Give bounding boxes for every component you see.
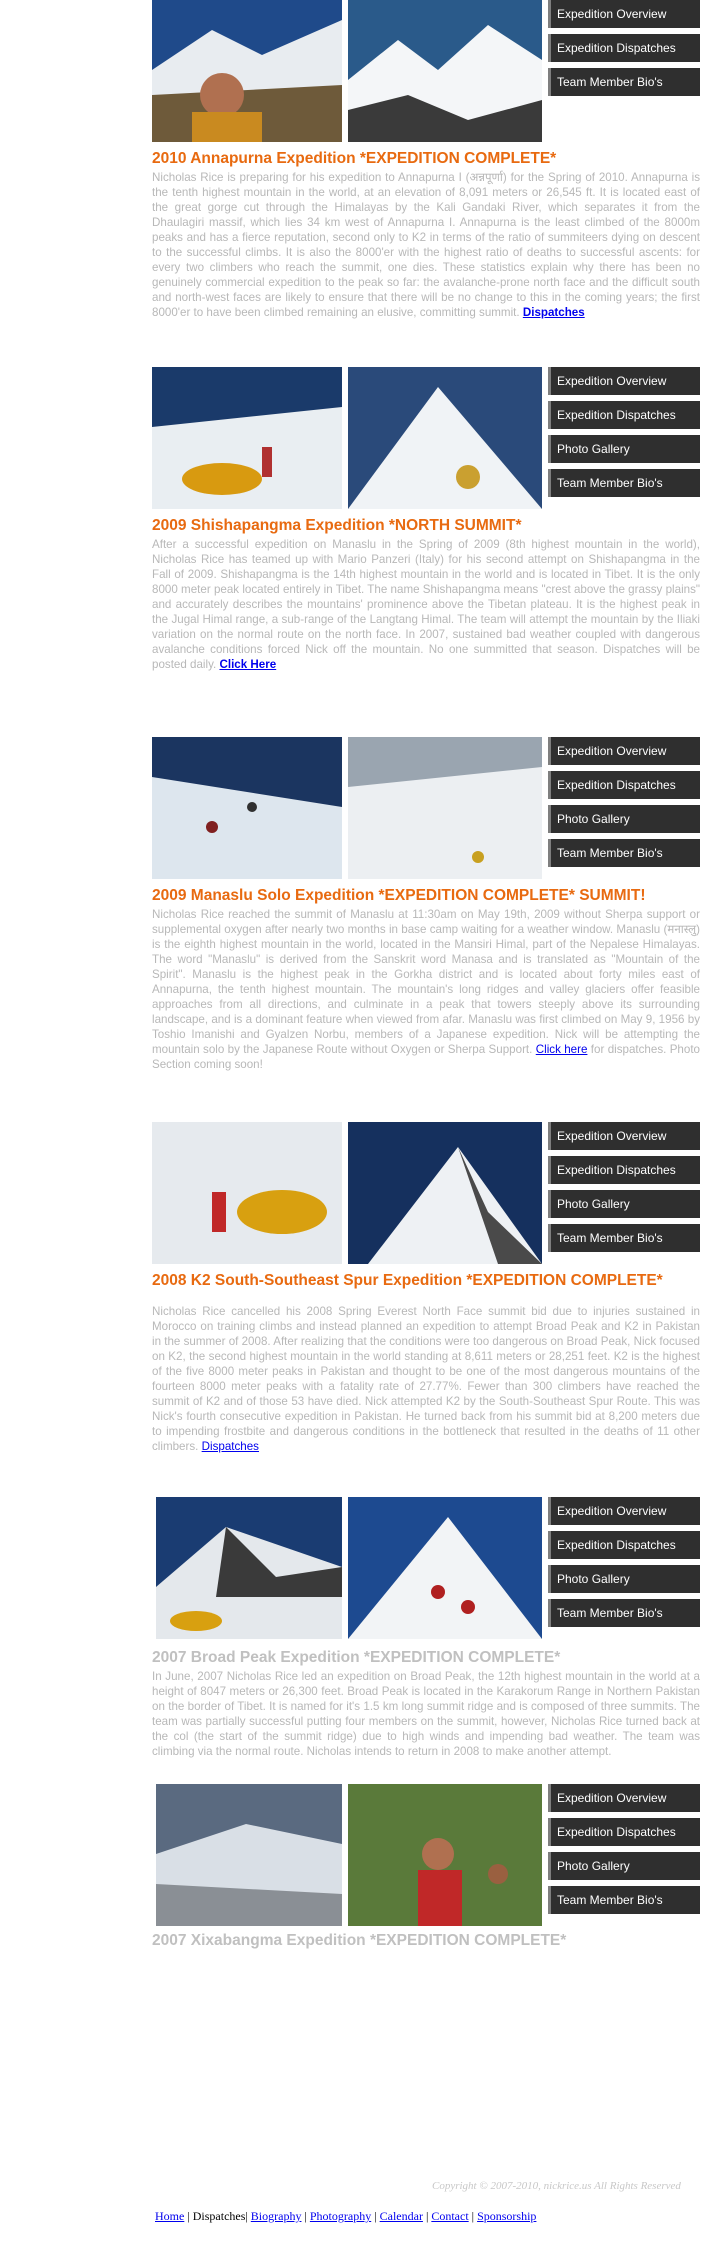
team-member-bios-button[interactable]: Team Member Bio's [548,1886,700,1914]
team-member-bios-button[interactable]: Team Member Bio's [548,839,700,867]
expedition-dispatches-button[interactable]: Expedition Dispatches [548,1156,700,1184]
team-member-bios-button[interactable]: Team Member Bio's [548,1224,700,1252]
expedition-title: 2007 Xixabangma Expedition *EXPEDITION COMPLETE* [152,1932,567,1949]
footer-link-calendar[interactable]: Calendar [379,2209,423,2223]
expedition-manaslu [152,737,700,1122]
expedition-k2 [152,1122,700,1497]
photo-row [152,367,700,509]
expedition-overview-button[interactable]: Expedition Overview [548,367,700,395]
expedition-menu [548,1122,700,1258]
photo-gallery-button[interactable]: Photo Gallery [548,1852,700,1880]
footer-link-photography[interactable]: Photography [309,2209,372,2223]
expedition-dispatches-button[interactable]: Expedition Dispatches [548,1818,700,1846]
expedition-overview-button[interactable]: Expedition Overview [548,1497,700,1525]
expedition-overview-button[interactable]: Expedition Overview [548,737,700,765]
photo-row [152,1784,700,1926]
expedition-title: 2009 Manaslu Solo Expedition *EXPEDITION COMPLETE* SUMMIT! [152,887,646,904]
expedition-annapurna [152,0,700,367]
expedition-menu [548,367,700,503]
expedition-xixabangma [152,1784,700,1950]
expedition-shishapangma [152,367,700,737]
photo-gallery-button[interactable]: Photo Gallery [548,805,700,833]
expedition-overview-button[interactable]: Expedition Overview [548,1784,700,1812]
dispatches-link[interactable]: Dispatches [201,1440,259,1453]
summit-ridge-photo[interactable] [348,367,542,509]
expedition-description: Nicholas Rice cancelled his 2008 Spring Everest North Face summit bid due to injuries sustained in Morocco on training climbs and instead planned an expedition to attempt Broad Peak and K2 in Pakistan in the summer of 2008. After realizing that the conditions were too dangerous on Broad Peak, Nick focused on K2, the second highest mountain in the world standing at 8,611 meters or 28,251 feet. K2 is the highest of the five 8000 meter peaks in Pakistan and thought to be one of the most dangerous mountains of the fourteen 8000 meter peaks with a fatality rate of 27.77%. Fewer than 300 climbers have reached the summit of K2 and of those 53 have died. Nick attempted K2 by the South-Southeast Spur Route. This was Nick's fourth consecutive expedition in Pakistan. He turned back from his summit bid at 8,200 meters due to impending frostbite and dangerous conditions in the bottleneck that resulted in the deaths of 11 other climbers. Dispatches [152,1305,700,1453]
footer-link-home[interactable]: Home [155,2209,185,2223]
photo-row [152,737,700,879]
photo-gallery-button[interactable]: Photo Gallery [548,1190,700,1218]
camp-climber-photo[interactable] [152,1122,342,1264]
expedition-dispatches-button[interactable]: Expedition Dispatches [548,1531,700,1559]
photo-row [152,0,700,142]
click-here-link[interactable]: Click Here [219,658,277,671]
expedition-description: After a successful expedition on Manaslu in the Spring of 2009 (8th highest mountain in the world), Nicholas Rice has teamed up with Mario Panzeri (Italy) for his second attempt on Shishapangma in the Fall of 2009. Shishapangma is the 14th highest mountain in the world and is located in Tibet. It is the only 8000 meter peak located entirely in Tibet. The name Shishapangma means "crest above the grassy plains" and accurately describes the mountains' prominence above the Tibetan plateau. It is the highest peak in the Jugal Himal range, a sub-range of the Langtang Himal. The team will attempt the mountain by the Iliaki variation on the normal route on the north face. In 2007, sustained bad weather coupled with dangerous avalanche conditions forced Nick off the mountain. No one summitted that season. Dispatches will be posted daily. Click Here [152,538,700,671]
expedition-title: 2010 Annapurna Expedition *EXPEDITION COMPLETE* [152,150,557,167]
main-column [152,0,700,1952]
photo-row [152,1122,700,1264]
mountain-ridge-photo[interactable] [348,0,542,142]
expedition-menu [548,1497,700,1633]
photo-gallery-button[interactable]: Photo Gallery [548,1565,700,1593]
expedition-title: 2008 K2 South-Southeast Spur Expedition *EXPEDITION COMPLETE* [152,1272,663,1289]
photo-row [152,1497,700,1639]
footer-link-contact[interactable]: Contact [431,2209,469,2223]
team-member-bios-button[interactable]: Team Member Bio's [548,68,700,96]
team-member-bios-button[interactable]: Team Member Bio's [548,469,700,497]
dispatches-link[interactable]: Dispatches [522,306,585,319]
summit-team-photo[interactable] [348,1497,542,1639]
base-camp-tents-photo[interactable] [152,367,342,509]
expedition-menu [548,1784,700,1920]
footer-current-dispatches: Dispatches [192,2209,246,2223]
climber-portrait-photo[interactable] [152,0,342,142]
footer-link-sponsorship[interactable]: Sponsorship [477,2209,537,2223]
expedition-description: In June, 2007 Nicholas Rice led an expedition on Broad Peak, the 12th highest mountain in the world at a height of 8047 meters or 26,300 feet. Broad Peak is located in the Karakorum Range in Northern Pakistan on the border of Tibet. It is named for it's 1.5 km long summit ridge and is composed of three summits. The team was partially successful putting four members on the summit, however, Nicholas Rice turned back at the col (the start of the summit ridge) due to high winds and impending bad weather. The team was climbing via the normal route. Nicholas intends to return in 2008 to make another attempt. [152,1670,700,1758]
expedition-title: 2009 Shishapangma Expedition *NORTH SUMMIT* [152,517,522,534]
expedition-title: 2007 Broad Peak Expedition *EXPEDITION COMPLETE* [152,1649,561,1666]
expedition-dispatches-button[interactable]: Expedition Dispatches [548,34,700,62]
glacier-photo[interactable] [156,1784,342,1926]
expedition-broad-peak [152,1497,700,1784]
footer-nav: Home | Dispatches| Biography | Photography | Calendar | Contact | Sponsorship [155,2209,537,2223]
broad-peak-camp-photo[interactable] [156,1497,342,1639]
team-member-bios-button[interactable]: Team Member Bio's [548,1599,700,1627]
expedition-description: Nicholas Rice reached the summit of Manaslu at 11:30am on May 19th, 2009 without Sherpa support or supplemental oxygen after nearly two months in base camp waiting for a weather window. Manaslu (मनास्लु) is the eighth highest mountain in the world, located in the Mansiri Himal, part of the Nepalese Himalayas. The word "Manaslu" is derived from the Sanskrit word Manasa and is translated as "Mountain of the Spirit". Manaslu is the highest peak in the Gorkha district and is located about forty miles east of Annapurna, the tenth highest mountain. The mountain's long ridges and valley glaciers offer feasible approaches from all directions, and culminate in a peak that towers steeply above its surrounding landscape, and is a dominant feature when viewed from afar. Manaslu was first climbed on May 9, 1956 by Toshio Imanishi and Gyalzen Norbu, members of a Japanese expedition. Nick will be attempting the mountain solo by the Japanese Route without Oxygen or Sherpa Support. Click here for dispatches. Photo Section coming soon! [152,908,700,1071]
k2-peak-photo[interactable] [348,1122,542,1264]
click-here-link[interactable]: Click here [535,1043,588,1056]
expedition-description: Nicholas Rice is preparing for his expedition to Annapurna I (अन्नपूर्णा) for the Spring of 2010. Annapurna is the tenth highest mountain in the world, at an elevation of 8,091 meters or 26,545 ft. It is located east of the great gorge cut through the Himalayas by the Kali Gandaki River, which separates it from the Dhaulagiri massif, which lies 34 km west of Annapurna I. Annapurna is the least climbed of the 8000m peaks and has a fierce reputation, second only to K2 in terms of the ratio of summiteers dying on descent to the successful climbs. It is also the 8000'er with the highest ratio of deaths to successful ascents: for every two climbers who reach the summit, one dies. These statistics explain why there has been no genuinely commercial expedition to the peak so far: the avalanche-prone north face and the difficult south and north-west faces are likely to ensure that there will be no change to this in the coming years; the first 8000'er to have been climbed remaining an elusive, committing summit. Dispatches [152,171,700,319]
expedition-dispatches-button[interactable]: Expedition Dispatches [548,401,700,429]
footer-link-biography[interactable]: Biography [250,2209,302,2223]
photo-gallery-button[interactable]: Photo Gallery [548,435,700,463]
expedition-overview-button[interactable]: Expedition Overview [548,1122,700,1150]
trekking-team-photo[interactable] [348,1784,542,1926]
icefall-climbers-photo[interactable] [152,737,342,879]
expedition-menu [548,737,700,873]
expedition-overview-button[interactable]: Expedition Overview [548,0,700,28]
expedition-menu [548,0,700,102]
expedition-dispatches-button[interactable]: Expedition Dispatches [548,771,700,799]
copyright-notice: Copyright © 2007-2010, nickrice.us All Rights Reserved [432,2180,681,2192]
snow-slope-photo[interactable] [348,737,542,879]
